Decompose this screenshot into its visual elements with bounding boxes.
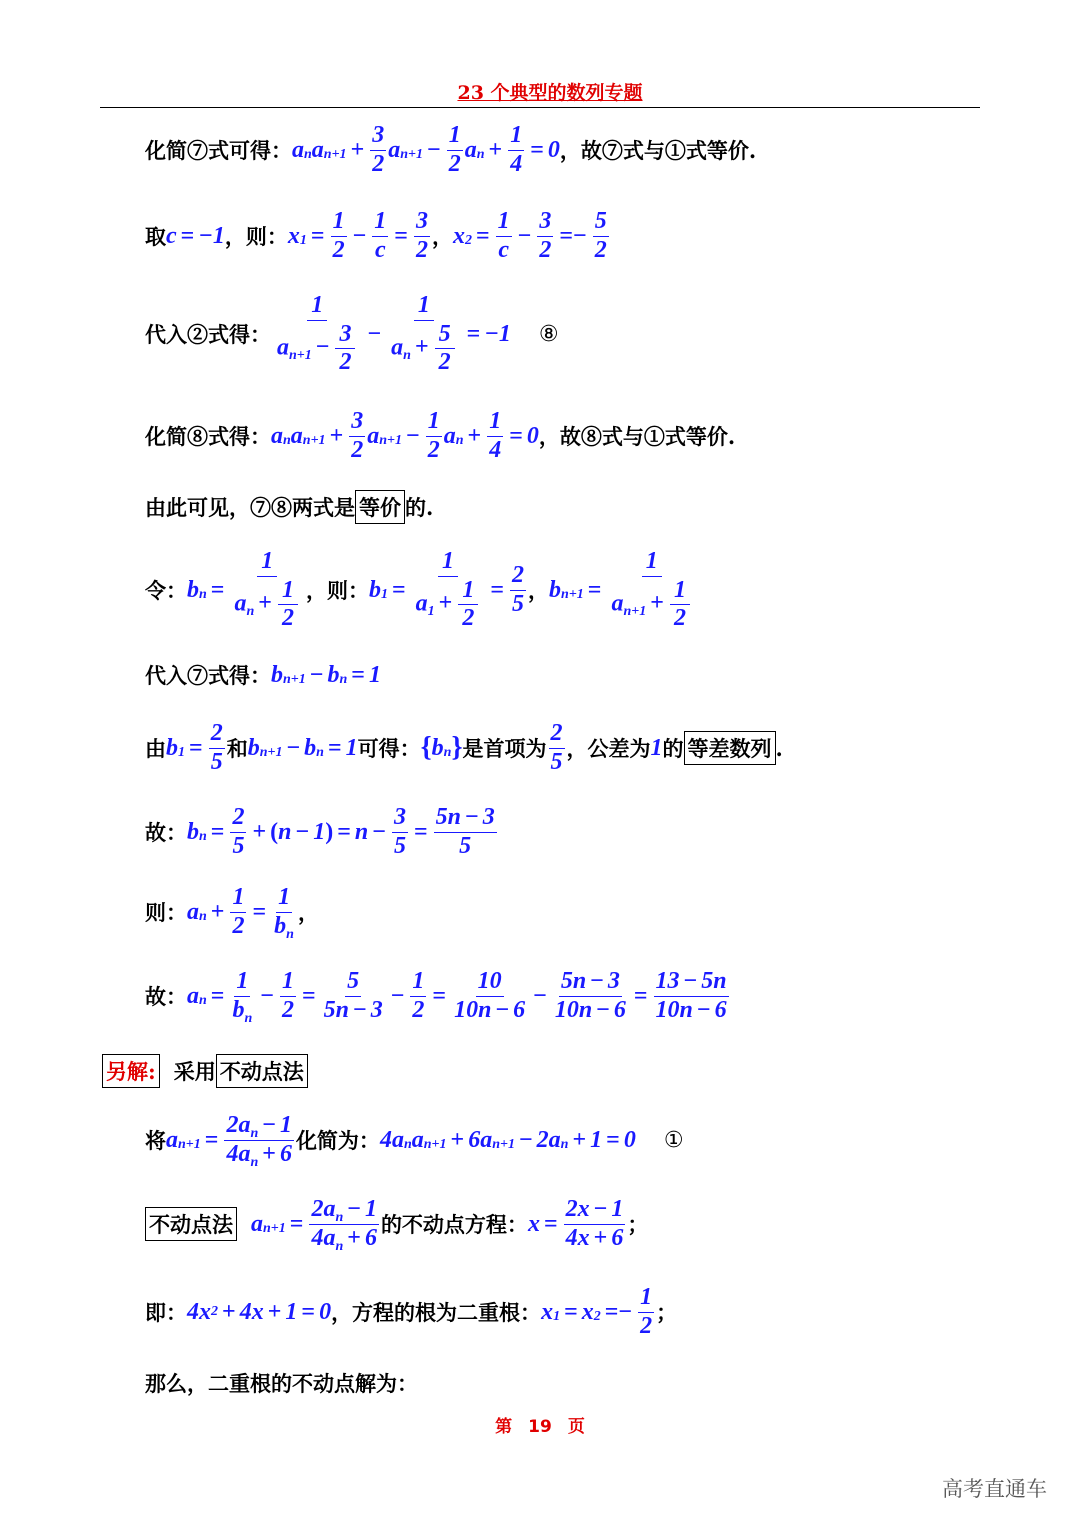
formula: 1 $a_{n+1}$ − $\frac{3}{2}$ − 1 $a_n$ + $\frac{5}{2}$ = −1 xyxy=(277,292,511,376)
line-tail: 的. xyxy=(405,495,434,520)
line-label: 取 xyxy=(145,224,166,250)
formula: $\frac{2}{5}$ xyxy=(550,720,563,775)
line-take-c: 取 c = −1 ，则： x $_1$ = $\frac{1}{2}$ − $\frac{1}{c}$ = $\frac{3}{2}$ ， x $_2$ = $\frac{1}{c}$ − $\frac{3}{2}$ =− $\frac{5}{2}$ xyxy=(145,208,611,264)
boxed-term: 不动点法 xyxy=(145,1207,237,1241)
formula: b $_n$ = 1 $a_n$ + $\frac{1}{2}$ xyxy=(187,548,306,633)
line-label: 那么，二重根的不动点解为： xyxy=(145,1371,418,1396)
formula: b $_{n+1}$ − b $_n$ = 1 xyxy=(247,734,358,761)
line-equivalent xyxy=(145,490,433,524)
line-tail: ，故⑧式与①式等价. xyxy=(538,424,736,450)
formula: b $_1$ = $\frac{2}{5}$ xyxy=(166,720,223,775)
line-label: 即： xyxy=(145,1300,187,1326)
line-arithmetic-seq: 由 b $_1$ = $\frac{2}{5}$ 和 b $_{n+1}$ − b $_n$ = 1 可得： { b $_n$ } 是首项为 $\frac{2}{5}$ ，公差为 1 的 等差数列 . xyxy=(145,720,783,775)
line-mid: ，则： xyxy=(224,224,288,250)
line-label: 则： xyxy=(145,900,187,926)
formula: 4a $_n$ a $_{n+1}$ + 6a $_{n+1}$ − 2a $_n$ + 1 = 0 xyxy=(379,1126,636,1153)
boxed-term: 等价 xyxy=(355,490,405,524)
formula: x = $\frac{2x - 1}{4x + 6}$ xyxy=(527,1196,624,1251)
formula: a $_{n+1}$ = $\frac{2a_n - 1}{4a_n + 6}$ xyxy=(251,1196,377,1254)
line-label: 故： xyxy=(145,984,187,1010)
formula: { b $_n$ } xyxy=(420,732,463,764)
formula: a $_n$ a $_{n+1}$ + $\frac{3}{2}$ a $_{n+1}$ − $\frac{1}{2}$ a $_n$ + $\frac{1}{4}$ = 0 xyxy=(271,408,539,463)
boxed-term: 不动点法 xyxy=(216,1054,308,1088)
line-define-bn: 令： b $_n$ = 1 $a_n$ + $\frac{1}{2}$ ，则： b $_1$ = 1 $a_1$ + $\frac{1}{2}$ = $\frac{2}{5}$ ， b $_{n+1}$ = 1 $a_{n+1}$ + $\frac{1}{2}$ xyxy=(145,548,698,633)
formula: x $_2$ = $\frac{1}{c}$ − $\frac{3}{2}$ =− $\frac{5}{2}$ xyxy=(452,208,607,263)
line-an-relation: 则： a $_n$ + $\frac{1}{2}$ = $\frac{1}{b_n}$ ， xyxy=(145,884,319,942)
header-rule xyxy=(100,107,980,108)
page-footer: 第 19 页 xyxy=(495,1417,585,1437)
document-title: 23 个典型的数列专题 xyxy=(457,82,643,104)
formula: a $_n$ = $\frac{1}{b_n}$ − $\frac{1}{2}$ = $\frac{5}{5n - 3}$ − $\frac{1}{2}$ = $\frac{10}{10n - 6}$ − $\frac{5n - 3}{10n - 6}$ = $\frac{13 - 5n}{10n - 6}$ xyxy=(187,968,727,1026)
boxed-term: 等差数列 xyxy=(684,731,776,765)
line-double-root: 即： 4x 2 + 4x + 1 = 0 ，方程的根为二重根： x $_1$ = x $_2$ =− $\frac{1}{2}$ ； xyxy=(145,1284,678,1339)
line-alternative-solution: 另解: 采用 不动点法 xyxy=(102,1054,308,1088)
formula: b $_{n+1}$ = 1 $a_{n+1}$ + $\frac{1}{2}$ xyxy=(549,548,698,633)
formula: 4x 2 + 4x + 1 = 0 xyxy=(187,1298,332,1325)
line-bn-formula xyxy=(145,804,499,860)
line-label: 化简⑧式得： xyxy=(145,424,271,450)
formula: b $_1$ = 1 $a_1$ + $\frac{1}{2}$ = $\frac{2}{5}$ xyxy=(368,548,525,632)
line-tail: ，故⑦式与①式等价. xyxy=(559,138,757,164)
line-label: 代入②式得： xyxy=(145,322,271,348)
line-label: 故： xyxy=(145,820,187,846)
line-fixed-point-eq: 不动点法 a $_{n+1}$ = $\frac{2a_n - 1}{4a_n + 6}$ 的不动点方程： x = $\frac{2x - 1}{4x + 6}$ ； xyxy=(145,1196,648,1252)
line-mid: ，则： xyxy=(305,578,369,604)
line-an-formula xyxy=(145,968,731,1024)
line-substitute-2 xyxy=(145,292,559,377)
formula: x $_1$ = $\frac{1}{2}$ − $\frac{1}{c}$ = $\frac{3}{2}$ xyxy=(287,208,428,263)
equation-tag: ① xyxy=(663,1127,684,1153)
line-substitute-7 xyxy=(145,660,381,690)
line-simplify-7 xyxy=(145,122,756,178)
formula: a $_n$ a $_{n+1}$ + $\frac{3}{2}$ a $_{n+1}$ − $\frac{1}{2}$ a $_n$ + $\frac{1}{4}$ = 0 xyxy=(292,122,560,177)
line-label: 将 xyxy=(145,1128,166,1154)
line-label: 令： xyxy=(145,578,187,604)
line-label: 化简⑦式可得： xyxy=(145,138,292,164)
line-conclusion xyxy=(145,1368,418,1398)
formula: x $_1$ = x $_2$ =− $\frac{1}{2}$ xyxy=(541,1284,653,1339)
alt-solution-label: 另解: xyxy=(102,1054,160,1088)
line-label: 由 xyxy=(145,736,166,762)
formula: c = −1 xyxy=(166,222,225,249)
line-simplify-recurrence: 将 a $_{n+1}$ = $\frac{2a_n - 1}{4a_n + 6}$ 化简为： 4a $_n$ a $_{n+1}$ + 6a $_{n+1}$ − 2a $_n$ + 1 = 0 ① xyxy=(145,1112,684,1170)
line-label: 由此可见，⑦⑧两式是 xyxy=(145,495,355,520)
formula: a $_n$ + $\frac{1}{2}$ = $\frac{1}{b_n}$ xyxy=(187,884,294,942)
formula: a $_{n+1}$ = $\frac{2a_n - 1}{4a_n + 6}$ xyxy=(166,1112,292,1170)
page-number: 19 xyxy=(528,1417,552,1437)
page-header xyxy=(0,78,1080,105)
equation-tag: ⑧ xyxy=(538,321,559,347)
formula: b $_{n+1}$ − b $_n$ = 1 xyxy=(271,661,381,688)
formula: 1 xyxy=(650,734,663,761)
line-simplify-8 xyxy=(145,408,735,464)
watermark: 高考直通车 xyxy=(942,1477,1047,1501)
line-label: 代入⑦式得： xyxy=(145,663,271,688)
formula: b $_n$ = $\frac{2}{5}$ + ( n − 1 ) = n − $\frac{3}{5}$ = $\frac{5n - 3}{5}$ xyxy=(187,804,495,859)
